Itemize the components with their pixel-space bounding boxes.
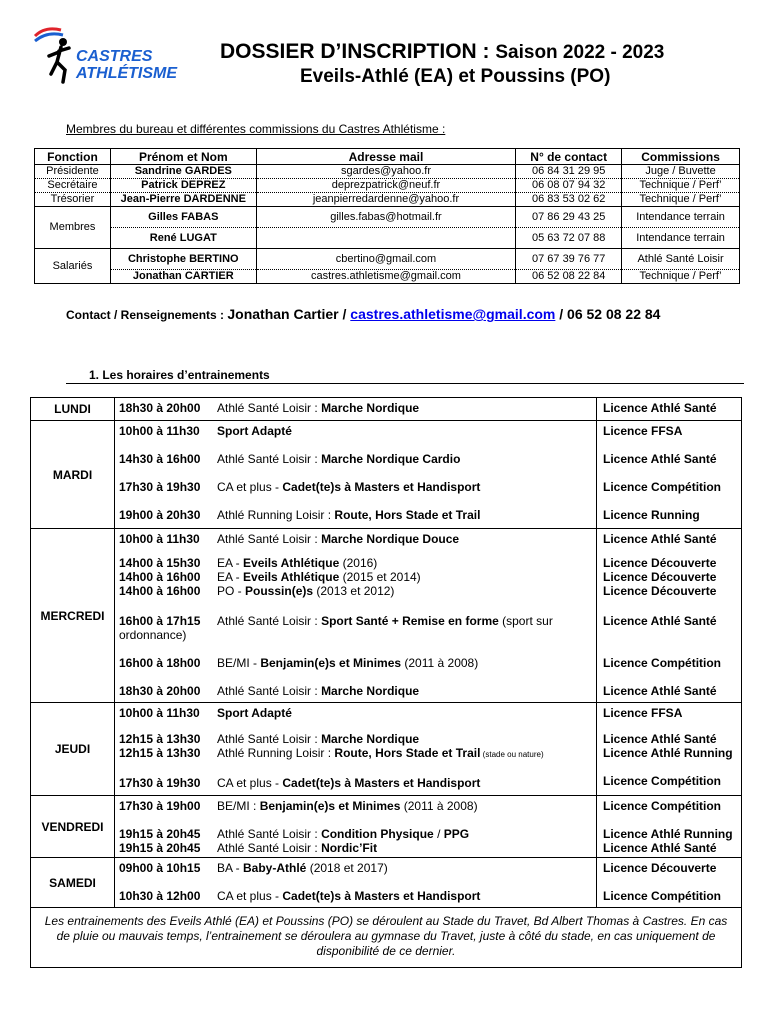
day-label: JEUDI <box>31 703 115 796</box>
list-item: 12h15 à 13h30 Athlé Running Loisir : Route, Hors Stade et Trail (stade ou nature) <box>119 746 544 760</box>
day-label: MERCREDI <box>31 529 115 703</box>
list-item: 19h15 à 20h45 Athlé Santé Loisir : Condition Physique / PPG <box>119 827 470 841</box>
list-item: 12h15 à 13h30 Athlé Santé Loisir : Marche Nordique <box>119 732 420 746</box>
table-row: Secrétaire Patrick DEPREZ deprezpatrick@neuf.fr 06 08 07 94 32 Technique / Perf’ <box>35 179 740 193</box>
section-title: 1. Les horaires d’entrainements <box>89 368 270 382</box>
list-item: 09h00 à 10h15 BA - Baby-Athlé (2018 et 2017) <box>119 861 388 875</box>
members-header-row <box>35 149 740 165</box>
col-nom: Prénom et Nom <box>110 149 256 165</box>
day-label: VENDREDI <box>31 796 115 858</box>
col-fonction: Fonction <box>35 149 111 165</box>
table-row: Trésorier Jean-Pierre DARDENNE jeanpierredardenne@yahoo.fr 06 83 53 02 62 Technique / Perf’ <box>35 193 740 207</box>
col-mail: Adresse mail <box>256 149 516 165</box>
list-item: 19h00 à 20h30 Athlé Running Loisir : Route, Hors Stade et Trail <box>119 508 481 522</box>
list-item: 17h30 à 19h30 CA et plus - Cadet(te)s à Masters et Handisport <box>119 776 481 790</box>
list-item: 16h00 à 18h00 BE/MI - Benjamin(e)s et Minimes (2011 à 2008) <box>119 656 479 670</box>
day-row-mercredi: MERCREDI 10h00 à 11h30 Athlé Santé Loisir : Marche Nordique Douce 14h00 à 15h30 EA - Eveils Athlétique (2016) 14h00 à 16h00 EA - Eveils Athlétique (2015 et 2014) 14h00 à 16h00 PO - Poussin(e)s (2013 et 2012) 16h00 à 17h15 Athlé Santé Loisir : Sport Santé + Remise en forme (sport sur ordonnance) 16h00 à 18h00 BE/MI - Benjamin(e)s et Minimes (2011 à 2008) 18h30 à 20h00 Athlé Santé Loisir : Marche Nordique Licence Athlé Santé Licence Découverte Licence Découverte Licence Découverte Licence Athlé Santé Licence Compétition Licence Athlé Santé <box>31 529 742 703</box>
list-item: 10h00 à 11h30 Sport Adapté <box>119 424 292 438</box>
table-row: Salariés Christophe BERTINO cbertino@gmail.com 07 67 39 76 77 Athlé Santé Loisir <box>35 249 740 270</box>
email-link[interactable]: jeanpierredardenne@yahoo.fr <box>256 193 516 207</box>
list-item: 10h00 à 11h30 Athlé Santé Loisir : Marche Nordique Douce <box>119 532 460 546</box>
members-table <box>34 148 740 284</box>
list-item: 14h00 à 16h00 EA - Eveils Athlétique (2015 et 2014) <box>119 570 421 584</box>
list-item: 14h30 à 16h00 Athlé Santé Loisir : Marche Nordique Cardio <box>119 452 461 466</box>
list-item: 19h15 à 20h45 Athlé Santé Loisir : Nordic’Fit <box>119 841 378 855</box>
email-link[interactable]: sgardes@yahoo.fr <box>256 165 516 179</box>
email-link[interactable]: deprezpatrick@neuf.fr <box>256 179 516 193</box>
list-item: 18h30 à 20h00 Athlé Santé Loisir : Marche Nordique <box>119 401 420 415</box>
table-row: Jonathan CARTIER castres.athletisme@gmail.com 06 52 08 22 84 Technique / Perf’ <box>35 270 740 284</box>
col-tel: N° de contact <box>516 149 622 165</box>
day-row-lundi: LUNDI 18h30 à 20h00 Athlé Santé Loisir : Marche Nordique Licence Athlé Santé <box>31 398 742 421</box>
email-link[interactable]: gilles.fabas@hotmail.fr <box>256 207 516 228</box>
contact-name: Jonathan Cartier <box>227 306 339 322</box>
footer-note: Les entrainements des Eveils Athlé (EA) et Poussins (PO) se déroulent au Stade du Travet, Bd Albert Thomas à Castres. En cas de pluie ou mauvais temps, l’entrainement se déroulera au gymnase du Travet, juste à côté du stade, en cas uniquement de disponibilité de ce dernier. <box>31 908 742 968</box>
day-row-samedi: SAMEDI 09h00 à 10h15 BA - Baby-Athlé (2018 et 2017) 10h30 à 12h00 CA et plus - Cadet(te)s à Masters et Handisport Licence Découverte Licence Compétition <box>31 858 742 908</box>
season-label: Saison 2022 - 2023 <box>495 42 665 63</box>
list-item: 10h30 à 12h00 CA et plus - Cadet(te)s à Masters et Handisport <box>119 889 481 903</box>
col-commissions: Commissions <box>622 149 740 165</box>
list-item: 14h00 à 15h30 EA - Eveils Athlétique (2016) <box>119 556 378 570</box>
list-item: 16h00 à 17h15 Athlé Santé Loisir : Sport Santé + Remise en forme (sport sur ordonnance) <box>119 614 553 642</box>
list-item: 10h00 à 11h30 Sport Adapté <box>119 706 292 720</box>
table-row: Présidente Sandrine GARDES sgardes@yahoo.fr 06 84 31 29 95 Juge / Buvette <box>35 165 740 179</box>
page-subtitle: Eveils-Athlé (EA) et Poussins (PO) <box>300 66 611 87</box>
contact-email-link[interactable]: castres.athletisme@gmail.com <box>350 306 556 322</box>
logo-text: CASTRES ATHLÉTISME <box>76 48 178 82</box>
contact-phone: 06 52 08 22 84 <box>567 306 661 322</box>
castres-athletisme-logo <box>33 26 183 88</box>
day-row-jeudi: JEUDI 10h00 à 11h30 Sport Adapté 12h15 à 13h30 Athlé Santé Loisir : Marche Nordique 12h15 à 13h30 Athlé Running Loisir : Route, Hors Stade et Trail (stade ou nature) 17h30 à 19h30 CA et plus - Cadet(te)s à Masters et Handisport Licence FFSA Licence Athlé Santé Licence Athlé Running Licence Compétition <box>31 703 742 796</box>
page-title: DOSSIER D’INSCRIPTION : Saison 2022 - 2023 <box>220 40 665 63</box>
list-item: 17h30 à 19h00 BE/MI : Benjamin(e)s et Minimes (2011 à 2008) <box>119 799 478 813</box>
table-row: Membres Gilles FABAS gilles.fabas@hotmail.fr 07 86 29 43 25 Intendance terrain <box>35 207 740 228</box>
list-item: 14h00 à 16h00 PO - Poussin(e)s (2013 et 2012) <box>119 584 395 598</box>
email-link[interactable]: cbertino@gmail.com <box>256 249 516 270</box>
section-divider <box>66 383 744 384</box>
members-caption: Membres du bureau et différentes commissions du Castres Athlétisme : <box>66 122 446 136</box>
list-item: 17h30 à 19h30 CA et plus - Cadet(te)s à Masters et Handisport <box>119 480 481 494</box>
day-label: SAMEDI <box>31 858 115 908</box>
day-label: MARDI <box>31 421 115 529</box>
table-row: René LUGAT 05 63 72 07 88 Intendance terrain <box>35 228 740 249</box>
list-item: 18h30 à 20h00 Athlé Santé Loisir : Marche Nordique <box>119 684 420 698</box>
day-label: LUNDI <box>31 398 115 421</box>
schedule-table <box>30 397 742 968</box>
footer-row <box>31 908 742 968</box>
contact-line: Contact / Renseignements : Jonathan Cartier / castres.athletisme@gmail.com / 06 52 08 22 84 <box>66 306 661 322</box>
email-link[interactable]: castres.athletisme@gmail.com <box>256 270 516 284</box>
day-row-mardi: MARDI 10h00 à 11h30 Sport Adapté 14h30 à 16h00 Athlé Santé Loisir : Marche Nordique Cardio 17h30 à 19h30 CA et plus - Cadet(te)s à Masters et Handisport 19h00 à 20h30 Athlé Running Loisir : Route, Hors Stade et Trail Licence FFSA Licence Athlé Santé Licence Compétition Licence Running <box>31 421 742 529</box>
day-row-vendredi: VENDREDI 17h30 à 19h00 BE/MI : Benjamin(e)s et Minimes (2011 à 2008) 19h15 à 20h45 Athlé Santé Loisir : Condition Physique / PPG 19h15 à 20h45 Athlé Santé Loisir : Nordic’Fit Licence Compétition Licence Athlé Running Licence Athlé Santé <box>31 796 742 858</box>
